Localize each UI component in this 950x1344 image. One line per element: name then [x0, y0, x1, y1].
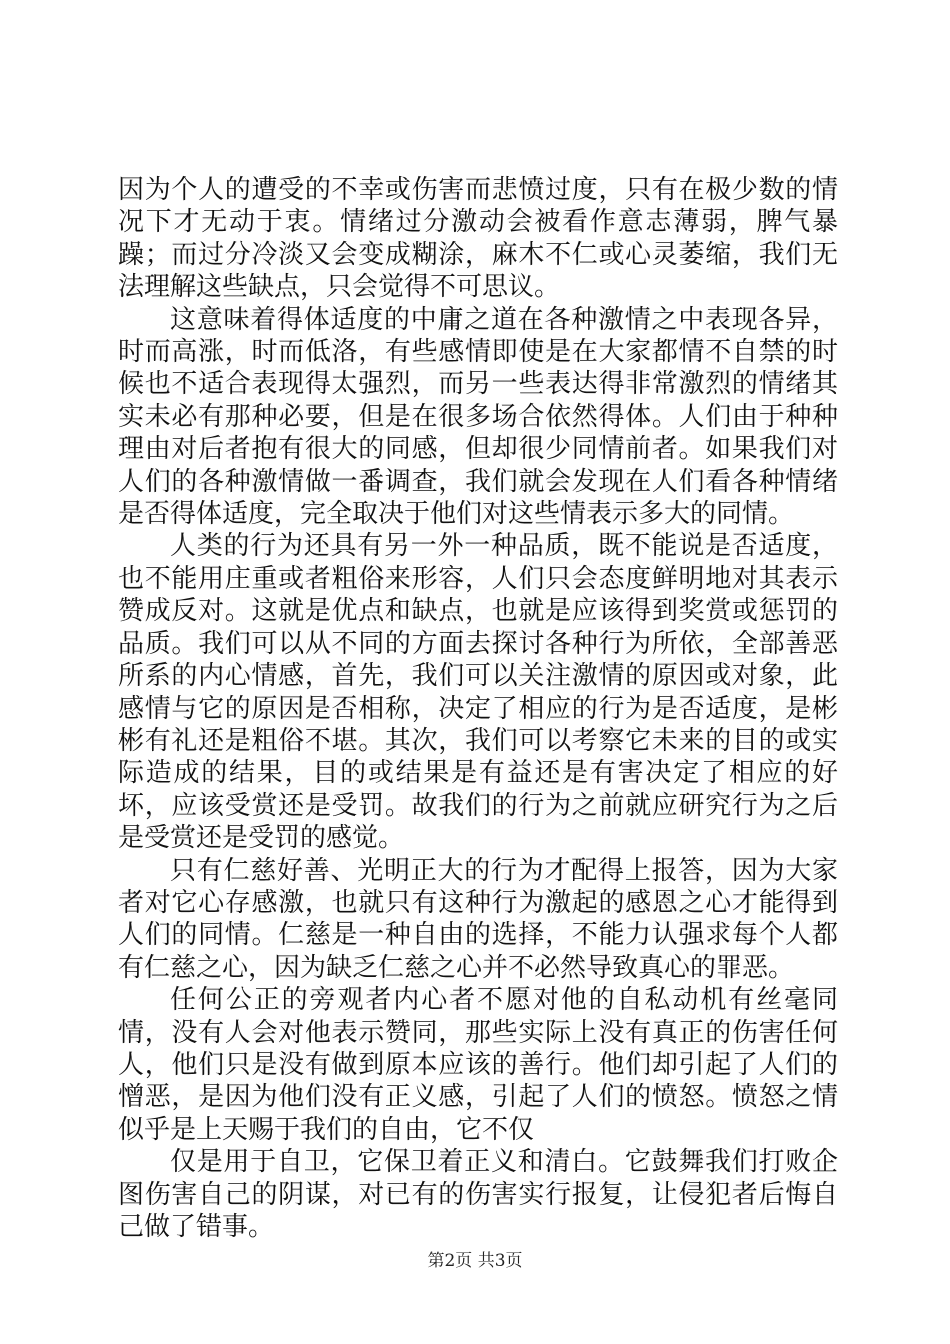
paragraph: 任何公正的旁观者内心者不愿对他的自私动机有丝毫同情，没有人会对他表示赞同，那些实际上没有真正的伤害任何人，他们只是没有做到原本应该的善行。他们却引起了人们的憎恶，是因为他们没有正义感，引起了人们的愤怒。愤怒之情似乎是上天赐于我们的自由，它不仅	[118, 985, 838, 1145]
page-number-footer: 第2页 共3页	[427, 1251, 523, 1271]
paragraph: 仅是用于自卫，它保卫着正义和清白。它鼓舞我们打败企图伤害自己的阴谋，对已有的伤害实行报复，让侵犯者后悔自己做了错事。	[118, 1147, 838, 1242]
paragraph: 只有仁慈好善、光明正大的行为才配得上报答，因为大家者对它心存感激，也就只有这种行为激起的感恩之心才能得到人们的同情。仁慈是一种自由的选择，不能力认强求每个人都有仁慈之心，因为缺乏仁慈之心并不必然导致真心的罪恶。	[118, 855, 838, 983]
paragraph: 这意味着得体适度的中庸之道在各种激情之中表现各异，时而高涨，时而低洛，有些感情即使是在大家都情不自禁的时候也不适合表现得太强烈，而另一些表达得非常激烈的情绪其实未必有那种必要，但是在很多场合依然得体。人们由于种种理由对后者抱有很大的同感，但却很少同情前者。如果我们对人们的各种激情做一番调查，我们就会发现在人们看各种情绪是否得体适度，完全取决于他们对这些情表示多大的同情。	[118, 304, 838, 530]
document-body	[118, 174, 838, 1243]
paragraph: 因为个人的遭受的不幸或伤害而悲愤过度，只有在极少数的情况下才无动于衷。情绪过分激动会被看作意志薄弱，脾气暴躁；而过分冷淡又会变成糊涂，麻木不仁或心灵萎缩，我们无法理解这些缺点，只会觉得不可思议。	[118, 175, 838, 303]
paragraph: 人类的行为还具有另一外一种品质，既不能说是否适度，也不能用庄重或者粗俗来形容，人们只会态度鲜明地对其表示赞成反对。这就是优点和缺点，也就是应该得到奖赏或惩罚的品质。我们可以从不同的方面去探讨各种行为所依，全部善恶所系的内心情感，首先，我们可以关注激情的原因或对象，此感情与它的原因是否相称，决定了相应的行为是否适度，是彬彬有礼还是粗俗不堪。其次，我们可以考察它未来的目的或实际造成的结果，目的或结果是有益还是有害决定了相应的好坏，应该受赏还是受罚。故我们的行为之前就应研究行为之后是受赏还是受罚的感觉。	[118, 531, 838, 854]
